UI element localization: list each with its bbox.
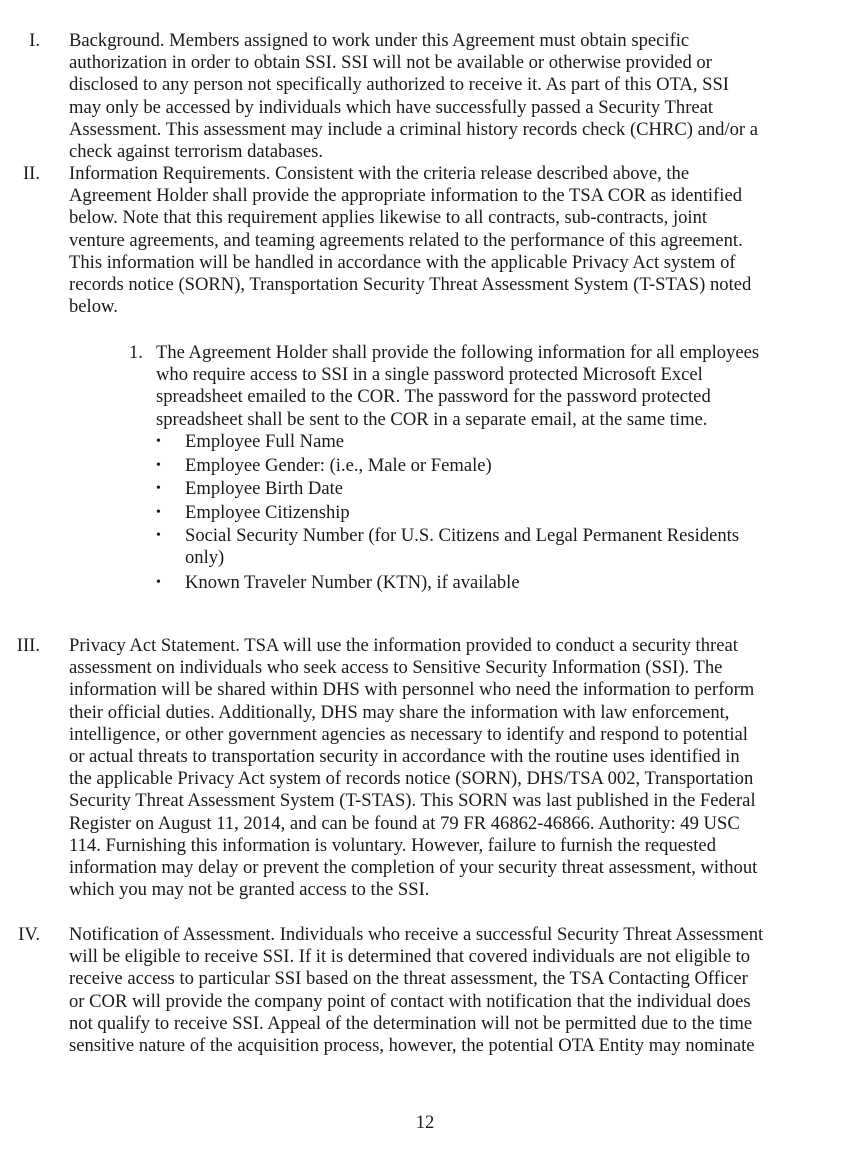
list-item-text: Employee Citizenship	[185, 501, 350, 523]
list-item-text-block	[185, 525, 739, 569]
text-line: check against terrorism databases.	[69, 141, 324, 163]
text-line: Register on August 11, 2014, and can be found at 79 FR 46862-46866. Authority: 49 USC	[69, 812, 740, 834]
text-line: assessment on individuals who seek access to Sensitive Security Information (SSI). The	[69, 657, 723, 679]
page-number: 12	[415, 1112, 435, 1133]
text-line: spreadsheet shall be sent to the COR in a separate email, at the same time.	[156, 408, 708, 430]
text-line: authorization in order to obtain SSI. SSI will not be available or otherwise provided or	[69, 52, 712, 74]
section-numeral: I.	[29, 30, 40, 51]
section-paragraph	[69, 30, 809, 163]
text-line: sensitive nature of the acquisition process, however, the potential OTA Entity may nominate	[69, 1035, 755, 1057]
text-line: which you may not be granted access to the SSI.	[69, 879, 430, 901]
list-item-text: Employee Gender: (i.e., Male or Female)	[185, 454, 492, 476]
list-item-text: Known Traveler Number (KTN), if available	[185, 572, 520, 593]
text-line: Security Threat Assessment System (T-STAS). This SORN was last published in the Federal	[69, 790, 756, 812]
section-numeral: III.	[16, 635, 40, 656]
text-line: or actual threats to transportation security in accordance with the routine uses identified in	[69, 746, 740, 768]
text-line: the applicable Privacy Act system of records notice (SORN), DHS/TSA 002, Transportation	[69, 768, 754, 790]
text-line: Background. Members assigned to work under this Agreement must obtain specific	[69, 30, 690, 51]
text-line: their official duties. Additionally, DHS may share the information with law enforcement,	[69, 701, 730, 723]
text-line: This information will be handled in accordance with the applicable Privacy Act system of	[69, 251, 736, 273]
bullet-icon: •	[156, 481, 161, 496]
text-line: Agreement Holder shall provide the appropriate information to the TSA COR as identified	[69, 185, 743, 207]
text-line: intelligence, or other government agencies as necessary to identify and respond to potential	[69, 723, 748, 745]
bullet-icon: •	[156, 434, 161, 449]
bullet-icon: •	[156, 457, 161, 473]
text-line: Privacy Act Statement. TSA will use the information provided to conduct a security threat	[69, 635, 738, 656]
section-paragraph	[69, 163, 809, 318]
section-numeral: IV.	[18, 924, 40, 945]
text-line: receive access to particular SSI based on the threat assessment, the TSA Contacting Officer	[69, 968, 748, 990]
section-numeral: II.	[22, 163, 40, 184]
text-line: Notification of Assessment. Individuals who receive a successful Security Threat Assessment	[69, 924, 764, 945]
bullet-icon: •	[156, 528, 161, 543]
list-item-text: Employee Birth Date	[185, 478, 344, 499]
text-line: information may delay or prevent the completion of your security threat assessment, without	[69, 857, 758, 879]
subitem-paragraph	[156, 342, 816, 431]
text-line: venture agreements, and teaming agreements related to the performance of this agreement.	[69, 229, 743, 251]
list-item-text: only)	[185, 547, 225, 569]
text-line: spreadsheet emailed to the COR. The password for the password protected	[156, 386, 711, 408]
bullet-icon: •	[156, 504, 161, 520]
text-line: Information Requirements. Consistent with the criteria release described above, the	[69, 163, 690, 184]
section-paragraph	[69, 635, 809, 901]
text-line: or COR will provide the company point of contact with notification that the individual does	[69, 990, 751, 1012]
text-line: Assessment. This assessment may include a criminal history records check (CHRC) and/or a	[69, 118, 759, 140]
text-line: disclosed to any person not specifically authorized to receive it. As part of this OTA, SSI	[69, 74, 729, 96]
subitem-number: 1.	[129, 342, 143, 363]
section-paragraph	[69, 924, 809, 1057]
text-line: who require access to SSI in a single password protected Microsoft Excel	[156, 364, 703, 386]
list-item-text: Employee Full Name	[185, 431, 345, 452]
text-line: may only be accessed by individuals which have successfully passed a Security Threat	[69, 96, 714, 118]
text-line: will be eligible to receive SSI. If it is determined that covered individuals are not eligible to	[69, 946, 751, 968]
text-line: below.	[69, 296, 118, 318]
bullet-icon: •	[156, 575, 161, 590]
text-line: information will be shared within DHS with personnel who need the information to perform	[69, 679, 755, 701]
text-line: The Agreement Holder shall provide the following information for all employees	[156, 342, 760, 363]
text-line: below. Note that this requirement applies likewise to all contracts, sub-contracts, joint	[69, 207, 708, 229]
text-line: not qualify to receive SSI. Appeal of the determination will not be permitted due to the time	[69, 1012, 753, 1034]
text-line: 114. Furnishing this information is voluntary. However, failure to furnish the requested	[69, 834, 716, 856]
list-item-text: Social Security Number (for U.S. Citizens and Legal Permanent Residents	[185, 525, 740, 546]
text-line: records notice (SORN), Transportation Security Threat Assessment System (T-STAS) noted	[69, 274, 752, 296]
